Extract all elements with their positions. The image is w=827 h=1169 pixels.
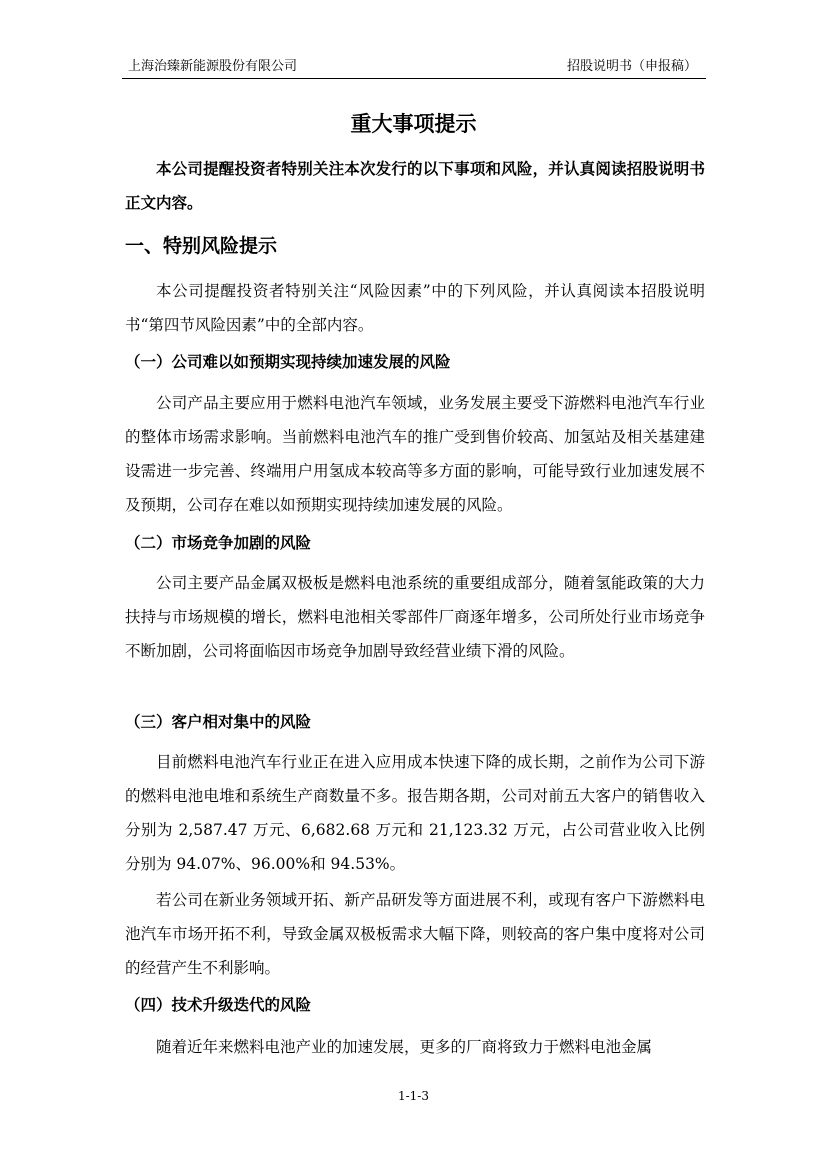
risk-3-paragraph-1: 目前燃料电池汽车行业正在进入应用成本快速下降的成长期，之前作为公司下游的燃料电池电堆和系统生产商数量不多。报告期各期，公司对前五大客户的销售收入分别为 2,587.47 万元、6,682.68 万元和 21,123.32 万元，占公司营业收入比例分别为 94.07%、96.00%和 94.53%。 — [125, 753, 705, 873]
risk-1-paragraph: 公司产品主要应用于燃料电池汽车领域，业务发展主要受下游燃料电池汽车行业的整体市场需求影响。当前燃料电池汽车的推广受到售价较高、加氢站及相关基建建设需进一步完善、终端用户用氢成本较高等多方面的影响，可能导致行业加速发展不及预期，公司存在难以如预期实现持续加速发展的风险。 — [125, 394, 705, 514]
risk-4-paragraph: 随着近年来燃料电池产业的加速发展，更多的厂商将致力于燃料电池金属 — [156, 1038, 653, 1056]
section-1-intro-paragraph: 本公司提醒投资者特别关注“风险因素”中的下列风险，并认真阅读本招股说明书“第四节风险因素”中的全部内容。 — [125, 282, 705, 334]
risk-1-heading: （一）公司难以如预期实现持续加速发展的风险 — [125, 353, 451, 371]
intro-paragraph: 本公司提醒投资者特别关注本次发行的以下事项和风险，并认真阅读招股说明书正文内容。 — [125, 160, 705, 212]
header-rule — [122, 78, 706, 79]
page-number: 1-1-3 — [397, 1089, 429, 1103]
header-company-name: 上海治臻新能源股份有限公司 — [128, 59, 298, 74]
page-title: 重大事项提示 — [350, 112, 477, 136]
risk-2-paragraph: 公司主要产品金属双极板是燃料电池系统的重要组成部分，随着氢能政策的大力扶持与市场规模的增长，燃料电池相关零部件厂商逐年增多，公司所处行业市场竞争不断加剧，公司将面临因市场竞争加剧导致经营业绩下滑的风险。 — [125, 574, 705, 660]
header-document-type: 招股说明书（申报稿） — [566, 59, 697, 74]
risk-3-heading: （三）客户相对集中的风险 — [125, 713, 312, 731]
risk-3-paragraph-2: 若公司在新业务领域开拓、新产品研发等方面进展不利，或现有客户下游燃料电池汽车市场开拓不利，导致金属双极板需求大幅下降，则较高的客户集中度将对公司的经营产生不利影响。 — [125, 891, 705, 977]
risk-4-heading: （四）技术升级迭代的风险 — [125, 996, 312, 1014]
page-header — [123, 56, 705, 78]
risk-2-heading: （二）市场竞争加剧的风险 — [125, 534, 312, 552]
section-1-heading: 一、特别风险提示 — [125, 235, 278, 257]
